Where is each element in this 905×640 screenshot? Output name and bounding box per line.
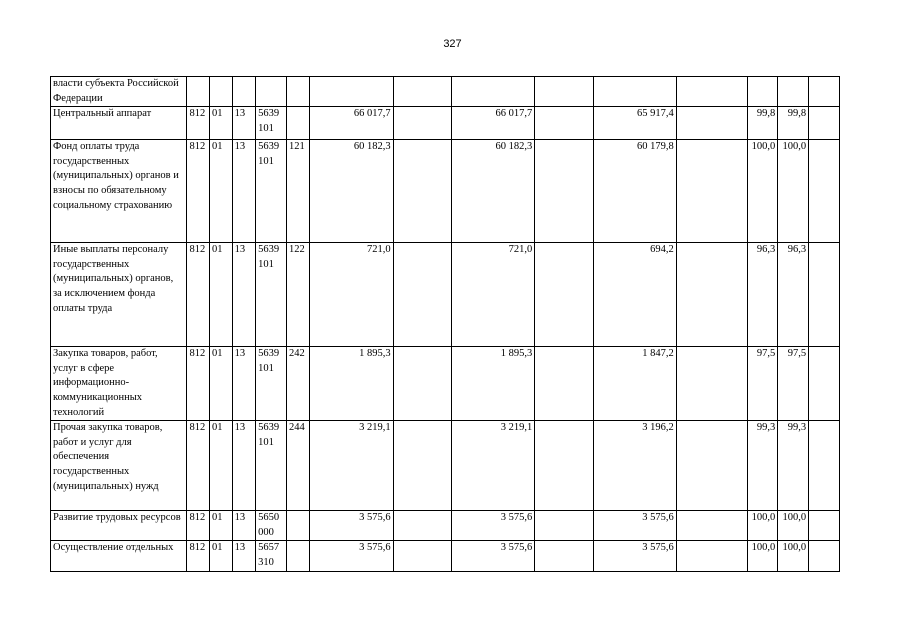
row-name-cell: Осуществление отдельных xyxy=(51,541,187,572)
empty-cell xyxy=(676,511,747,541)
expense-type-cell: 244 xyxy=(286,421,309,511)
row-name-cell: Центральный аппарат xyxy=(51,107,187,140)
execution-percent-cell: 97,5 xyxy=(747,347,778,421)
page-number: 327 xyxy=(443,38,462,50)
executed-amount-cell: 694,2 xyxy=(593,243,676,347)
plan-amount-cell: 66 017,7 xyxy=(309,107,393,140)
refined-plan-cell: 721,0 xyxy=(452,243,535,347)
table-row xyxy=(51,107,840,140)
section-code-cell xyxy=(210,77,233,107)
empty-cell xyxy=(676,107,747,140)
subsection-code-cell xyxy=(232,77,256,107)
expense-type-cell xyxy=(286,107,309,140)
subsection-code-cell: 13 xyxy=(232,243,256,347)
execution-percent-refined-cell: 99,3 xyxy=(778,421,809,511)
table-row xyxy=(51,140,840,243)
ved-code-cell: 812 xyxy=(187,140,210,243)
row-name-cell: Закупка товаров, работ, услуг в сфере информационно-коммуникационных технологий xyxy=(51,347,187,421)
ved-code-cell: 812 xyxy=(187,421,210,511)
subsection-code-cell: 13 xyxy=(232,140,256,243)
target-article-cell: 5639 101 xyxy=(256,421,287,511)
empty-cell xyxy=(535,140,593,243)
plan-amount-cell xyxy=(309,77,393,107)
refined-plan-cell: 3 575,6 xyxy=(452,511,535,541)
section-code-cell: 01 xyxy=(210,107,233,140)
refined-plan-cell: 1 895,3 xyxy=(452,347,535,421)
empty-cell xyxy=(676,347,747,421)
row-name-cell: Фонд оплаты труда государственных (муниципальных) органов и взносы по обязательному социальному страхованию xyxy=(51,140,187,243)
empty-cell xyxy=(393,511,451,541)
plan-amount-cell: 1 895,3 xyxy=(309,347,393,421)
empty-cell xyxy=(393,77,451,107)
section-code-cell: 01 xyxy=(210,541,233,572)
table-row xyxy=(51,77,840,107)
empty-cell xyxy=(535,107,593,140)
executed-amount-cell: 1 847,2 xyxy=(593,347,676,421)
execution-percent-refined-cell: 99,8 xyxy=(778,107,809,140)
target-article-cell: 5639 101 xyxy=(256,107,287,140)
row-name-cell: Иные выплаты персоналу государственных (муниципальных) органов, за исключением фонда оплаты труда xyxy=(51,243,187,347)
empty-cell xyxy=(809,140,840,243)
refined-plan-cell: 3 575,6 xyxy=(452,541,535,572)
plan-amount-cell: 3 219,1 xyxy=(309,421,393,511)
executed-amount-cell: 65 917,4 xyxy=(593,107,676,140)
executed-amount-cell: 3 196,2 xyxy=(593,421,676,511)
empty-cell xyxy=(676,77,747,107)
table-row xyxy=(51,421,840,511)
empty-cell xyxy=(809,541,840,572)
execution-percent-refined-cell: 100,0 xyxy=(778,140,809,243)
target-article-cell: 5639 101 xyxy=(256,243,287,347)
execution-percent-refined-cell: 100,0 xyxy=(778,541,809,572)
section-code-cell: 01 xyxy=(210,243,233,347)
empty-cell xyxy=(809,107,840,140)
subsection-code-cell: 13 xyxy=(232,421,256,511)
empty-cell xyxy=(535,541,593,572)
empty-cell xyxy=(393,541,451,572)
table-row xyxy=(51,243,840,347)
section-code-cell: 01 xyxy=(210,511,233,541)
row-name-cell: Развитие трудовых ресурсов xyxy=(51,511,187,541)
empty-cell xyxy=(393,107,451,140)
empty-cell xyxy=(676,243,747,347)
empty-cell xyxy=(676,140,747,243)
subsection-code-cell: 13 xyxy=(232,107,256,140)
empty-cell xyxy=(676,541,747,572)
ved-code-cell: 812 xyxy=(187,347,210,421)
ved-code-cell: 812 xyxy=(187,541,210,572)
execution-percent-cell: 100,0 xyxy=(747,511,778,541)
section-code-cell: 01 xyxy=(210,347,233,421)
ved-code-cell: 812 xyxy=(187,511,210,541)
ved-code-cell xyxy=(187,77,210,107)
expense-type-cell xyxy=(286,77,309,107)
empty-cell xyxy=(809,421,840,511)
empty-cell xyxy=(535,243,593,347)
ved-code-cell: 812 xyxy=(187,243,210,347)
empty-cell xyxy=(535,77,593,107)
table-row xyxy=(51,541,840,572)
target-article-cell: 5639 101 xyxy=(256,140,287,243)
expense-type-cell: 121 xyxy=(286,140,309,243)
subsection-code-cell: 13 xyxy=(232,511,256,541)
target-article-cell: 5657 310 xyxy=(256,541,287,572)
execution-percent-cell: 99,8 xyxy=(747,107,778,140)
expense-type-cell: 122 xyxy=(286,243,309,347)
executed-amount-cell: 3 575,6 xyxy=(593,541,676,572)
empty-cell xyxy=(393,421,451,511)
target-article-cell xyxy=(256,77,287,107)
execution-percent-refined-cell: 97,5 xyxy=(778,347,809,421)
execution-percent-refined-cell xyxy=(778,77,809,107)
row-name-cell: Прочая закупка товаров, работ и услуг для обеспечения государственных (муниципальных) нужд xyxy=(51,421,187,511)
executed-amount-cell xyxy=(593,77,676,107)
empty-cell xyxy=(676,421,747,511)
expense-type-cell xyxy=(286,511,309,541)
refined-plan-cell: 60 182,3 xyxy=(452,140,535,243)
executed-amount-cell: 3 575,6 xyxy=(593,511,676,541)
execution-percent-refined-cell: 96,3 xyxy=(778,243,809,347)
plan-amount-cell: 721,0 xyxy=(309,243,393,347)
table-row xyxy=(51,347,840,421)
execution-percent-refined-cell: 100,0 xyxy=(778,511,809,541)
subsection-code-cell: 13 xyxy=(232,347,256,421)
empty-cell xyxy=(809,77,840,107)
refined-plan-cell xyxy=(452,77,535,107)
empty-cell xyxy=(535,511,593,541)
plan-amount-cell: 3 575,6 xyxy=(309,541,393,572)
execution-percent-cell: 100,0 xyxy=(747,541,778,572)
empty-cell xyxy=(809,511,840,541)
empty-cell xyxy=(535,421,593,511)
expense-type-cell xyxy=(286,541,309,572)
empty-cell xyxy=(393,347,451,421)
plan-amount-cell: 60 182,3 xyxy=(309,140,393,243)
execution-percent-cell: 99,3 xyxy=(747,421,778,511)
refined-plan-cell: 3 219,1 xyxy=(452,421,535,511)
target-article-cell: 5650 000 xyxy=(256,511,287,541)
executed-amount-cell: 60 179,8 xyxy=(593,140,676,243)
empty-cell xyxy=(393,140,451,243)
empty-cell xyxy=(535,347,593,421)
table-row xyxy=(51,511,840,541)
execution-percent-cell xyxy=(747,77,778,107)
plan-amount-cell: 3 575,6 xyxy=(309,511,393,541)
section-code-cell: 01 xyxy=(210,140,233,243)
section-code-cell: 01 xyxy=(210,421,233,511)
execution-percent-cell: 96,3 xyxy=(747,243,778,347)
expense-type-cell: 242 xyxy=(286,347,309,421)
empty-cell xyxy=(393,243,451,347)
budget-table xyxy=(50,76,840,572)
row-name-cell: власти субъекта Российской Федерации xyxy=(51,77,187,107)
ved-code-cell: 812 xyxy=(187,107,210,140)
subsection-code-cell: 13 xyxy=(232,541,256,572)
target-article-cell: 5639 101 xyxy=(256,347,287,421)
execution-percent-cell: 100,0 xyxy=(747,140,778,243)
empty-cell xyxy=(809,243,840,347)
empty-cell xyxy=(809,347,840,421)
refined-plan-cell: 66 017,7 xyxy=(452,107,535,140)
